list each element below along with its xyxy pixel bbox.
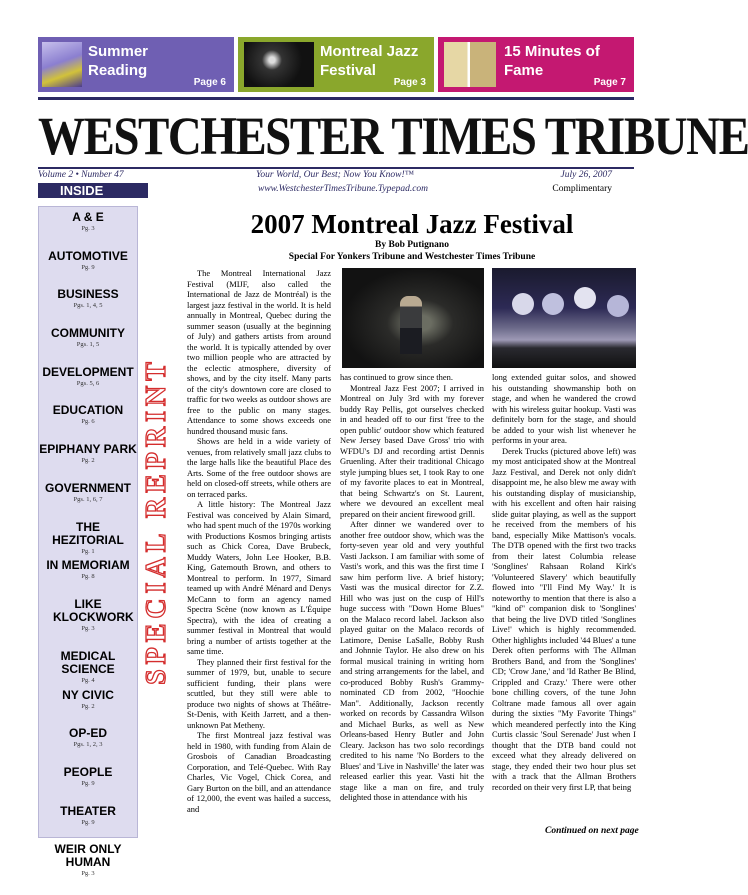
index-item-op-ed[interactable]: OP-ED Pgs. 1, 2, 3 — [68, 726, 107, 749]
index-item-weir-only-human[interactable]: WEIR ONLY HUMAN Pg. 3 — [54, 842, 122, 878]
paragraph: Shows are held in a wide variety of venues, from relatively small jazz clubs to the large halls like the beautiful Place des Arts. Some of the free outdoor shows are held on closed-off streets, while others are on terraced parks. — [187, 436, 331, 499]
teaser-title: Summer Reading — [88, 43, 149, 79]
summer-reading-thumbnail — [42, 42, 82, 87]
author-affiliation: Special For Yonkers Tribune and Westchester Times Tribune — [288, 252, 536, 262]
article-column-3 — [492, 372, 636, 792]
index-item-like-klockwork[interactable]: LIKE KLOCKWORK Pg. 3 — [53, 596, 134, 632]
index-item-people[interactable]: PEOPLE Pg. 9 — [63, 764, 113, 787]
inside-label: INSIDE — [38, 183, 148, 198]
index-item-business[interactable]: BUSINESS Pgs. 1, 4, 5 — [57, 287, 119, 310]
index-item-the-hezitorial[interactable]: THE HEZITORIAL Pg. 1 — [52, 519, 124, 555]
website-link[interactable]: www.WestchesterTimesTribune.Typepad.com — [258, 184, 429, 194]
newspaper-title: WESTCHESTER TIMES TRIBUNE — [38, 106, 748, 167]
issue-info-row — [38, 170, 634, 182]
issue-date: July 26, 2007 — [560, 170, 612, 180]
guitarist-photo — [342, 268, 484, 368]
inside-row — [38, 183, 634, 197]
inside-index-sidebar — [38, 206, 138, 878]
teaser-bar — [38, 37, 634, 92]
index-item-theater[interactable]: THEATER Pg. 9 — [60, 803, 116, 826]
index-item-medical-science[interactable]: MEDICAL SCIENCE Pg. 4 — [60, 648, 116, 684]
paragraph: A little history: The Montreal Jazz Festival was conceived by Alain Simard, who had spent much of the 1970s working with Productions Kosmos bringing artists such as Chick Corea, Dave Brubeck, Muddy Waters, John Lee Hooker, B.B. King, Gatemouth Brown, and others to Montreal to perform. In 1977, Simard teamed up with André Ménard and Denys McCann to form an agency named Spectra Scène (now known as L'Équipe Spectra), with the idea of creating a summer festival in Montreal that would bring a number of artists together at the same time. — [187, 499, 331, 656]
teaser-summer-reading[interactable] — [38, 37, 234, 92]
index-item-automotive[interactable]: AUTOMOTIVE Pg. 9 — [48, 248, 128, 271]
tagline: Your World, Our Best; Now You Know!™ — [256, 170, 414, 180]
article-column-1 — [187, 268, 331, 814]
continued-on-next-page-link[interactable]: Continued on next page — [545, 826, 639, 836]
paragraph: The Montreal International Jazz Festival (MIJF, also called the International de Jazz de Montréal) is the largest jazz festival in the world. It is held annually in Montreal, Quebec during the summer season (usually at the beginning of July) and gathers artists from around the world. It is typically attended by over two million people who are attracted by the eclectic atmosphere, diversity of shows, and by the city itself. Many parts of the city's downtown core are closed to traffic for two weeks as outdoor shows are free to the public on many stages. Attendance to some shows exceeds one hundred thousand music fans. — [187, 268, 331, 436]
teaser-montreal-jazz[interactable] — [238, 37, 434, 92]
article-headline: 2007 Montreal Jazz Festival — [250, 209, 574, 239]
teaser-page: Page 3 — [393, 77, 426, 88]
index-item-education[interactable]: EDUCATION Pg. 6 — [52, 403, 124, 426]
jazz-festival-thumbnail — [244, 42, 314, 87]
index-item-a-and-e[interactable]: A & E Pg. 3 — [72, 210, 104, 232]
author: By Bob Putignano — [375, 240, 449, 250]
teaser-page: Page 7 — [593, 77, 626, 88]
volume-number: Volume 2 • Number 47 — [38, 170, 124, 180]
index-item-government[interactable]: GOVERNMENT Pgs. 1, 6, 7 — [44, 480, 131, 503]
paragraph: After dinner we wandered over to another free outdoor show, which was the forty-seven year old and very youthful Vasti Jackson. I am familiar with some of Vasti's work, and this was the first time I saw him perform live. A brief history; Vasti was the musical director for Z.Z. Hill who was just on the cusp of Hill's huge success with "Down Home Blues" on the Malaco record label. Jackson also played guitar on the Malaco records of Latimore, Denise LaSalle, Bobby Rush and Johnnie Taylor. He also drew on his formal musical training in writing horn and string arrangements for the label, and co-produced Bobby Rush's Grammy-nominated CD from 2002, "Hoochie Man". Additionally, Jackson recently worked on records by Cassandra Wilson and Michael Burks, as well as New Orleans-based Henry Butler and John Cleary. Jackson has two solo recordings credited to his name 'No Borders to the Blues' and 'Live in Nashville' the later was released earlier this year. Vasti hit the stage like a man on fire, and truly delighted those in attendance with his — [340, 519, 484, 802]
teaser-title: 15 Minutes of Fame — [504, 43, 600, 79]
index-item-epiphany-park[interactable]: EPIPHANY PARK Pg. 2 — [39, 442, 137, 465]
paragraph: They planned their first festival for the summer of 1979, but, unable to secure sufficient funding, their plans were scuttled, but they still were able to produce two nights of shows at Théâtre-St-Denis, with Keith Jarrett, and a then-unknown Pat Metheny. — [187, 656, 331, 730]
paragraph: Montreal Jazz Fest 2007; I arrived in Montreal on July 3rd with my forever buddy Ray Pellis, got ourselves checked in and headed off to our first 'free to the open public' outdoor show which featured New Jersey based Dave Gross' trio with WFDU's DJ and recording artist Dennis Gruenling. After their traditional Chicago style jumping blues set, I took Ray to one of my favorite places to eat in Montreal, that being Schwartz's on St. Laurent, where we devoured an excellent meal prepared on their ancient firewood grill. — [340, 382, 484, 519]
band-stage-photo — [492, 268, 636, 368]
index-item-ny-civic[interactable]: NY CIVIC Pg. 2 — [62, 687, 114, 710]
teaser-15-minutes-of-fame[interactable] — [438, 37, 634, 92]
index-item-in-memoriam[interactable]: IN MEMORIAM Pg. 8 — [46, 558, 130, 581]
index-item-community[interactable]: COMMUNITY Pgs. 1, 5 — [51, 326, 125, 349]
teaser-page: Page 6 — [193, 77, 226, 88]
masthead-bottom-rule — [38, 167, 634, 169]
teaser-title: Montreal Jazz Festival — [320, 43, 419, 79]
special-reprint-stamp — [137, 280, 177, 760]
paragraph: Derek Trucks (pictured above left) was my most anticipated show at the Montreal Jazz Festival, and Derek not only didn't disappoint me, he also blew me away with his outstanding display of musicianship, with his excellent and often hair raising slide guitar playing, as well as the support he received from the members of his band, especially Mike Mattison's vocals. The DTB opened with the first two tracks from their latest Columbia release 'Songlines' Rahsaan Roland Kirk's 'Volunteered Slavery' which beautifully flowed into "I'll Find My Way.' It is noteworthy to mention that there is also a "kind of" companion disk to 'Songlines' that being the live DVD titled 'Songlines Live!' which is highly recommended. Other highlights included '44 Blues' a tune Derek often performs with The Allman Brothers Band, and from the 'Songlines' CD; 'Crow Jane,' and 'Id Rather Be Blind, Crippled and Crazy.' There were other bone chilling covers, of the tune John Coltrane made famous all over again during the sixties "My Favorite Things" which meandered perfectly into the King Curtis classic 'Soul Serenade' Just when I thought that the DTB band could not exceed what they already delivered on stage, they ended their two hour plus set with a track that the Allman Brothers recorded on their very first LP, that being — [492, 445, 636, 792]
complimentary-label: Complimentary — [552, 184, 612, 194]
stamp-text: SPECIAL REPRINT — [141, 357, 172, 685]
paragraph: The first Montreal jazz festival was held in 1980, with funding from Alain de Grosbois of Canadian Broadcasting Corporation, and Telé-Quebec. With Ray Charles, Vic Vogel, Chick Corea, and Gary Burton on the bill, and an attendance of 12,000, the event was hailed a success, and — [187, 730, 331, 814]
article-byline — [190, 239, 634, 263]
paragraph: has continued to grow since then. — [340, 372, 453, 382]
paragraph: long extended guitar solos, and showed his outstanding showmanship both on stage, and when he wandered the crowd with his wireless guitar hookup. Vasti was definitely born for the stage, and should be added to your wish list whenever he performs in your area. — [492, 372, 636, 445]
article-column-2 — [340, 372, 484, 803]
index-item-development[interactable]: DEVELOPMENT Pgs. 5, 6 — [42, 364, 134, 387]
fame-thumbnail — [444, 42, 496, 87]
